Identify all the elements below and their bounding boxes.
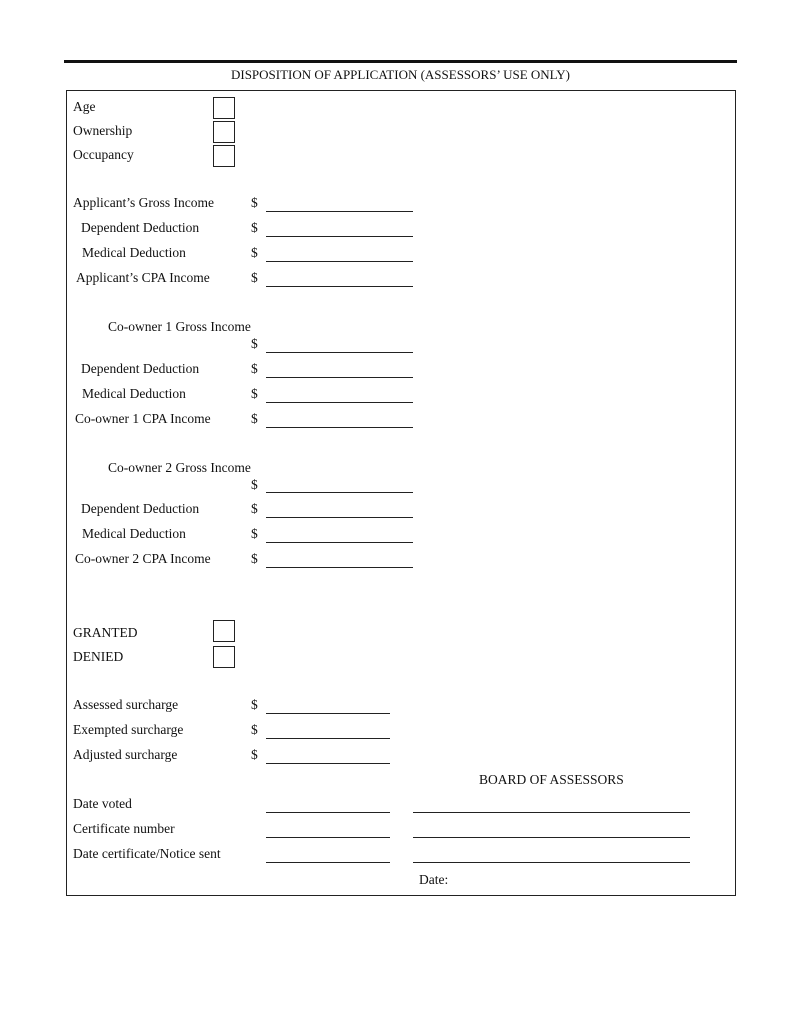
date-certificate-sent-field[interactable] (266, 862, 390, 863)
dollar-sign: $ (251, 386, 258, 401)
applicant-medical-deduction-label: Medical Deduction (82, 245, 186, 260)
coowner1-dependent-deduction-field[interactable] (266, 377, 413, 378)
dollar-sign: $ (251, 747, 258, 762)
applicant-cpa-income-field[interactable] (266, 286, 413, 287)
coowner1-gross-income-field[interactable] (266, 352, 413, 353)
coowner1-cpa-income-field[interactable] (266, 427, 413, 428)
dollar-sign: $ (251, 526, 258, 541)
denied-label: DENIED (73, 649, 124, 664)
applicant-cpa-income-label: Applicant’s CPA Income (76, 270, 210, 285)
applicant-dependent-deduction-field[interactable] (266, 236, 413, 237)
coowner2-gross-income-field[interactable] (266, 492, 413, 493)
assessor-signature-line-2[interactable] (413, 837, 690, 838)
exempted-surcharge-label: Exempted surcharge (73, 722, 184, 737)
board-of-assessors-heading: BOARD OF ASSESSORS (479, 772, 624, 787)
assessed-surcharge-field[interactable] (266, 713, 390, 714)
occupancy-checkbox[interactable] (213, 145, 235, 167)
adjusted-surcharge-label: Adjusted surcharge (73, 747, 178, 762)
coowner1-dependent-deduction-label: Dependent Deduction (81, 361, 200, 376)
date-voted-field[interactable] (266, 812, 390, 813)
top-rule (64, 60, 737, 63)
coowner2-cpa-income-label: Co-owner 2 CPA Income (75, 551, 211, 566)
dollar-sign: $ (251, 270, 258, 285)
dollar-sign: $ (251, 361, 258, 376)
dollar-sign: $ (251, 220, 258, 235)
applicant-gross-income-label: Applicant’s Gross Income (73, 195, 214, 210)
coowner1-cpa-income-label: Co-owner 1 CPA Income (75, 411, 211, 426)
dollar-sign: $ (251, 411, 258, 426)
ownership-label: Ownership (73, 123, 133, 138)
date-label: Date: (419, 872, 449, 887)
coowner2-dependent-deduction-field[interactable] (266, 517, 413, 518)
applicant-medical-deduction-field[interactable] (266, 261, 413, 262)
coowner2-cpa-income-field[interactable] (266, 567, 413, 568)
coowner2-medical-deduction-label: Medical Deduction (82, 526, 186, 541)
occupancy-label: Occupancy (73, 147, 134, 162)
coowner1-medical-deduction-label: Medical Deduction (82, 386, 186, 401)
ownership-checkbox[interactable] (213, 121, 235, 143)
date-voted-label: Date voted (73, 796, 132, 811)
dollar-sign: $ (251, 477, 258, 492)
assessor-signature-line-1[interactable] (413, 812, 690, 813)
adjusted-surcharge-field[interactable] (266, 763, 390, 764)
certificate-number-field[interactable] (266, 837, 390, 838)
dollar-sign: $ (251, 195, 258, 210)
granted-label: GRANTED (73, 625, 138, 640)
applicant-dependent-deduction-label: Dependent Deduction (81, 220, 200, 235)
dollar-sign: $ (251, 501, 258, 516)
assessor-signature-line-3[interactable] (413, 862, 690, 863)
denied-checkbox[interactable] (213, 646, 235, 668)
dollar-sign: $ (251, 722, 258, 737)
age-checkbox[interactable] (213, 97, 235, 119)
certificate-number-label: Certificate number (73, 821, 175, 836)
exempted-surcharge-field[interactable] (266, 738, 390, 739)
dollar-sign: $ (251, 336, 258, 351)
granted-checkbox[interactable] (213, 620, 235, 642)
dollar-sign: $ (251, 245, 258, 260)
coowner2-gross-income-label: Co-owner 2 Gross Income (108, 460, 251, 475)
coowner2-medical-deduction-field[interactable] (266, 542, 413, 543)
age-label: Age (73, 99, 96, 114)
coowner1-gross-income-label: Co-owner 1 Gross Income (108, 319, 251, 334)
form-title: DISPOSITION OF APPLICATION (ASSESSORS’ USE ONLY) (230, 67, 571, 82)
coowner1-medical-deduction-field[interactable] (266, 402, 413, 403)
dollar-sign: $ (251, 551, 258, 566)
dollar-sign: $ (251, 697, 258, 712)
date-certificate-sent-label: Date certificate/Notice sent (73, 846, 221, 861)
assessed-surcharge-label: Assessed surcharge (73, 697, 179, 712)
applicant-gross-income-field[interactable] (266, 211, 413, 212)
coowner2-dependent-deduction-label: Dependent Deduction (81, 501, 200, 516)
